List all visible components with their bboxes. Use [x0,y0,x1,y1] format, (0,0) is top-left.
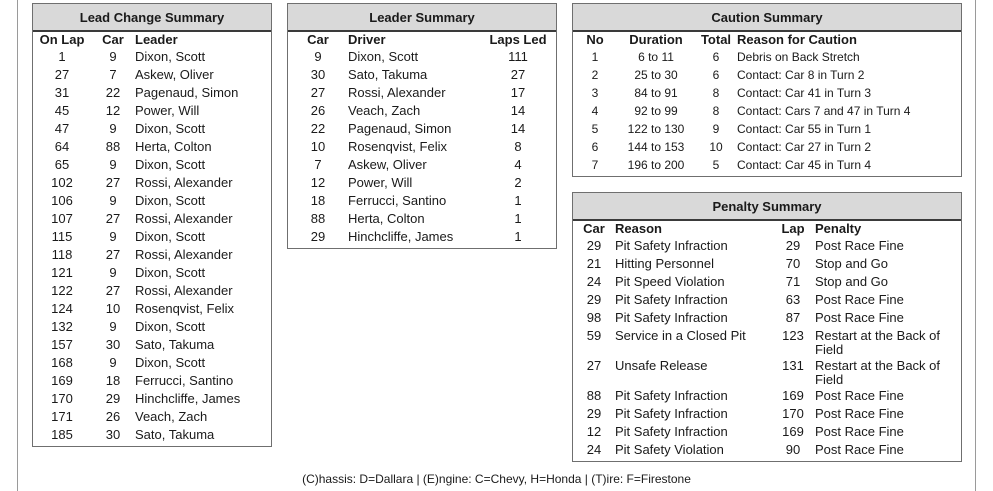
table-row [33,300,271,318]
lap-cell: 90 [785,442,801,457]
lap-cell: 27 [54,67,70,82]
col-header-reason: Reason [615,221,662,236]
penalty-cell: Post Race Fine [815,388,904,403]
penalty-reason-cell: Pit Safety Infraction [615,310,728,325]
car-number-cell: 12 [105,103,121,118]
table-row [573,387,961,405]
table-row [573,291,961,309]
car-number-cell: 9 [109,121,117,136]
laps-led-cell: 8 [514,139,522,154]
penalty-summary-header-row [573,221,961,237]
lap-cell: 70 [785,256,801,271]
lap-cell: 106 [51,193,73,208]
lap-cell: 107 [51,211,73,226]
col-header-car: Car [102,32,124,47]
leader-name-cell: Sato, Takuma [135,337,215,352]
lap-cell: 65 [54,157,70,172]
duration-cell: 144 to 153 [627,140,685,154]
laps-led-cell: 111 [508,49,528,64]
table-row [288,138,556,156]
duration-cell: 84 to 91 [634,86,678,100]
laps-led-cell: 27 [510,67,526,82]
col-header-leader: Leader [135,32,178,47]
car-number-cell: 88 [310,211,326,226]
lap-cell: 170 [51,391,73,406]
duration-cell: 25 to 30 [634,68,678,82]
lap-cell: 87 [785,310,801,325]
leader-name-cell: Dixon, Scott [135,229,206,244]
lap-cell: 132 [51,319,73,334]
lap-cell: 169 [782,388,804,403]
penalty-reason-cell: Pit Safety Infraction [615,388,728,403]
penalty-reason-cell: Unsafe Release [615,358,708,373]
laps-led-cell: 1 [514,193,522,208]
lap-cell: 131 [782,358,804,373]
car-number-cell: 59 [586,328,602,343]
penalty-summary-panel [572,192,962,462]
col-header-duration: Duration [629,32,683,47]
leader-name-cell: Rossi, Alexander [135,247,233,262]
table-row [573,441,961,459]
driver-name-cell: Rosenqvist, Felix [348,139,447,154]
table-row [33,282,271,300]
total-laps-cell: 6 [712,50,720,64]
lap-cell: 47 [54,121,70,136]
lap-cell: 185 [51,427,73,442]
table-row [33,102,271,120]
penalty-reason-cell: Pit Safety Infraction [615,238,728,253]
lap-cell: 168 [51,355,73,370]
car-number-cell: 88 [586,388,602,403]
penalty-cell: Post Race Fine [815,292,904,307]
table-row [573,357,961,387]
table-row [288,174,556,192]
col-header-lap: Lap [781,221,805,236]
col-header-penalty: Penalty [815,221,862,236]
table-row [573,423,961,441]
caution-reason-cell: Contact: Car 27 in Turn 2 [737,140,872,154]
penalty-summary-table-body [573,237,961,459]
penalty-cell: Post Race Fine [815,406,904,421]
laps-led-cell: 14 [510,121,526,136]
laps-led-cell: 14 [510,103,526,118]
table-row [288,48,556,66]
penalty-cell: Post Race Fine [815,442,904,457]
lap-cell: 45 [54,103,70,118]
leader-name-cell: Dixon, Scott [135,193,206,208]
caution-summary-header-row [573,32,961,48]
car-number-cell: 18 [310,193,326,208]
car-number-cell: 29 [105,391,121,406]
car-number-cell: 88 [105,139,121,154]
col-header-reason-for-caution: Reason for Caution [737,32,857,47]
table-row [33,354,271,372]
car-number-cell: 29 [586,406,602,421]
caution-reason-cell: Contact: Car 41 in Turn 3 [737,86,872,100]
caution-number-cell: 2 [591,68,599,82]
lead-change-header-row [33,32,271,48]
leader-name-cell: Dixon, Scott [135,265,206,280]
lap-cell: 1 [58,49,66,64]
duration-cell: 6 to 11 [638,50,674,64]
laps-led-cell: 2 [514,175,522,190]
lap-cell: 169 [782,424,804,439]
caution-reason-cell: Contact: Car 8 in Turn 2 [737,68,865,82]
leader-name-cell: Hinchcliffe, James [135,391,241,406]
car-number-cell: 9 [109,319,117,334]
leader-name-cell: Ferrucci, Santino [135,373,234,388]
driver-name-cell: Pagenaud, Simon [348,121,452,136]
leader-summary-table-body [288,48,556,246]
table-row [573,48,961,66]
table-row [573,255,961,273]
car-number-cell: 27 [105,175,121,190]
car-number-cell: 22 [310,121,326,136]
car-number-cell: 9 [314,49,322,64]
table-row [33,390,271,408]
driver-name-cell: Power, Will [348,175,413,190]
lap-cell: 123 [782,328,804,343]
car-number-cell: 9 [109,265,117,280]
car-number-cell: 30 [310,67,326,82]
leader-name-cell: Rosenqvist, Felix [135,301,234,316]
table-row [33,318,271,336]
car-number-cell: 27 [310,85,326,100]
total-laps-cell: 6 [712,68,720,82]
leader-name-cell: Dixon, Scott [135,49,206,64]
duration-cell: 196 to 200 [627,158,685,172]
table-row [573,66,961,84]
table-row [33,246,271,264]
table-row [288,66,556,84]
leader-name-cell: Sato, Takuma [135,427,215,442]
car-number-cell: 29 [586,292,602,307]
leader-name-cell: Dixon, Scott [135,355,206,370]
leader-name-cell: Rossi, Alexander [135,211,233,226]
leader-summary-title: Leader Summary [288,4,556,32]
penalty-reason-cell: Pit Safety Infraction [615,406,728,421]
table-row [573,84,961,102]
table-row [33,174,271,192]
table-row [33,138,271,156]
table-row [573,327,961,357]
table-row [573,405,961,423]
lap-cell: 63 [785,292,801,307]
penalty-cell: Stop and Go [815,274,888,289]
table-row [33,210,271,228]
leader-summary-header-row [288,32,556,48]
car-number-cell: 7 [314,157,322,172]
penalty-cell: Restart at the Back of Field [815,358,941,387]
car-number-cell: 10 [310,139,326,154]
table-row [573,120,961,138]
col-header-on-lap: On Lap [39,32,85,47]
col-header-no: No [586,32,604,47]
driver-name-cell: Ferrucci, Santino [348,193,447,208]
caution-number-cell: 6 [591,140,599,154]
penalty-cell: Stop and Go [815,256,888,271]
car-number-cell: 9 [109,49,117,64]
table-row [33,336,271,354]
penalty-reason-cell: Pit Safety Violation [615,442,724,457]
car-number-cell: 9 [109,157,117,172]
leader-name-cell: Pagenaud, Simon [135,85,239,100]
col-header-car: Car [307,32,329,47]
laps-led-cell: 1 [514,211,522,226]
table-row [288,120,556,138]
car-number-cell: 9 [109,193,117,208]
driver-name-cell: Hinchcliffe, James [348,229,454,244]
caution-reason-cell: Contact: Car 45 in Turn 4 [737,158,872,172]
table-row [288,84,556,102]
car-number-cell: 26 [310,103,326,118]
car-number-cell: 27 [105,247,121,262]
car-number-cell: 24 [586,442,602,457]
penalty-cell: Post Race Fine [815,310,904,325]
caution-number-cell: 7 [591,158,599,172]
lap-cell: 169 [51,373,73,388]
caution-summary-table-body [573,48,961,174]
leader-name-cell: Veach, Zach [135,409,208,424]
penalty-reason-cell: Hitting Personnel [615,256,714,271]
duration-cell: 92 to 99 [634,104,678,118]
lap-cell: 31 [54,85,70,100]
caution-reason-cell: Contact: Cars 7 and 47 in Turn 4 [737,104,911,118]
col-header-laps-led: Laps Led [489,32,547,47]
driver-name-cell: Sato, Takuma [348,67,428,82]
penalty-cell: Restart at the Back of Field [815,328,941,357]
table-row [33,120,271,138]
col-header-driver: Driver [348,32,386,47]
table-row [288,156,556,174]
penalty-reason-cell: Pit Speed Violation [615,274,725,289]
table-row [573,237,961,255]
leader-name-cell: Dixon, Scott [135,157,206,172]
table-row [288,192,556,210]
caution-number-cell: 4 [591,104,599,118]
driver-name-cell: Herta, Colton [348,211,425,226]
lap-cell: 118 [51,247,73,262]
car-number-cell: 29 [310,229,326,244]
car-number-cell: 9 [109,355,117,370]
lead-change-summary-title: Lead Change Summary [33,4,271,32]
laps-led-cell: 17 [510,85,526,100]
penalty-summary-title: Penalty Summary [573,193,961,221]
leader-name-cell: Power, Will [135,103,200,118]
leader-name-cell: Herta, Colton [135,139,212,154]
car-number-cell: 27 [105,211,121,226]
driver-name-cell: Veach, Zach [348,103,421,118]
leader-name-cell: Rossi, Alexander [135,175,233,190]
laps-led-cell: 1 [514,229,522,244]
penalty-cell: Post Race Fine [815,424,904,439]
caution-summary-panel [572,3,962,177]
table-row [573,273,961,291]
caution-number-cell: 5 [591,122,599,136]
table-row [33,48,271,66]
table-row [288,210,556,228]
driver-name-cell: Dixon, Scott [348,49,419,64]
car-number-cell: 9 [109,229,117,244]
table-row [573,309,961,327]
car-number-cell: 12 [310,175,326,190]
lap-cell: 124 [51,301,73,316]
lap-cell: 171 [51,409,73,424]
right-page-border [975,0,976,491]
lead-change-table-body [33,48,271,444]
lap-cell: 122 [51,283,73,298]
car-number-cell: 30 [105,337,121,352]
penalty-cell: Post Race Fine [815,238,904,253]
table-row [33,192,271,210]
table-row [33,156,271,174]
leader-name-cell: Dixon, Scott [135,319,206,334]
total-laps-cell: 10 [709,140,723,154]
car-number-cell: 7 [109,67,117,82]
car-number-cell: 22 [105,85,121,100]
car-number-cell: 24 [586,274,602,289]
duration-cell: 122 to 130 [627,122,685,136]
penalty-reason-cell: Pit Safety Infraction [615,424,728,439]
table-row [288,228,556,246]
leader-name-cell: Rossi, Alexander [135,283,233,298]
table-row [33,408,271,426]
car-number-cell: 10 [105,301,121,316]
table-row [288,102,556,120]
table-row [33,228,271,246]
car-number-cell: 29 [586,238,602,253]
caution-number-cell: 1 [591,50,599,64]
penalty-reason-cell: Pit Safety Infraction [615,292,728,307]
col-header-total: Total [700,32,732,47]
lap-cell: 64 [54,139,70,154]
car-number-cell: 26 [105,409,121,424]
car-number-cell: 98 [586,310,602,325]
table-row [33,66,271,84]
caution-number-cell: 3 [591,86,599,100]
lap-cell: 121 [51,265,73,280]
caution-reason-cell: Debris on Back Stretch [737,50,860,64]
table-row [573,102,961,120]
leader-name-cell: Askew, Oliver [135,67,214,82]
total-laps-cell: 8 [712,86,720,100]
car-number-cell: 12 [586,424,602,439]
table-row [33,84,271,102]
table-row [573,138,961,156]
lap-cell: 29 [785,238,801,253]
left-page-border [17,0,18,491]
laps-led-cell: 4 [514,157,522,172]
lap-cell: 157 [51,337,73,352]
table-row [33,264,271,282]
caution-summary-title: Caution Summary [573,4,961,32]
driver-name-cell: Askew, Oliver [348,157,427,172]
lap-cell: 102 [51,175,73,190]
lap-cell: 115 [51,229,73,244]
col-header-car: Car [583,221,605,236]
lap-cell: 170 [782,406,804,421]
car-number-cell: 21 [586,256,602,271]
lap-cell: 71 [785,274,801,289]
car-number-cell: 18 [105,373,121,388]
total-laps-cell: 8 [712,104,720,118]
car-number-cell: 27 [586,358,602,373]
car-number-cell: 27 [105,283,121,298]
leader-summary-panel [287,3,557,249]
penalty-reason-cell: Service in a Closed Pit [615,328,746,343]
caution-reason-cell: Contact: Car 55 in Turn 1 [737,122,872,136]
total-laps-cell: 5 [712,158,720,172]
table-row [33,426,271,444]
legend-footer: (C)hassis: D=Dallara | (E)ngine: C=Chevy, H=Honda | (T)ire: F=Firestone [302,472,691,486]
car-number-cell: 30 [105,427,121,442]
leader-name-cell: Dixon, Scott [135,121,206,136]
table-row [33,372,271,390]
lead-change-summary-panel [32,3,272,447]
table-row [573,156,961,174]
total-laps-cell: 9 [712,122,720,136]
driver-name-cell: Rossi, Alexander [348,85,446,100]
